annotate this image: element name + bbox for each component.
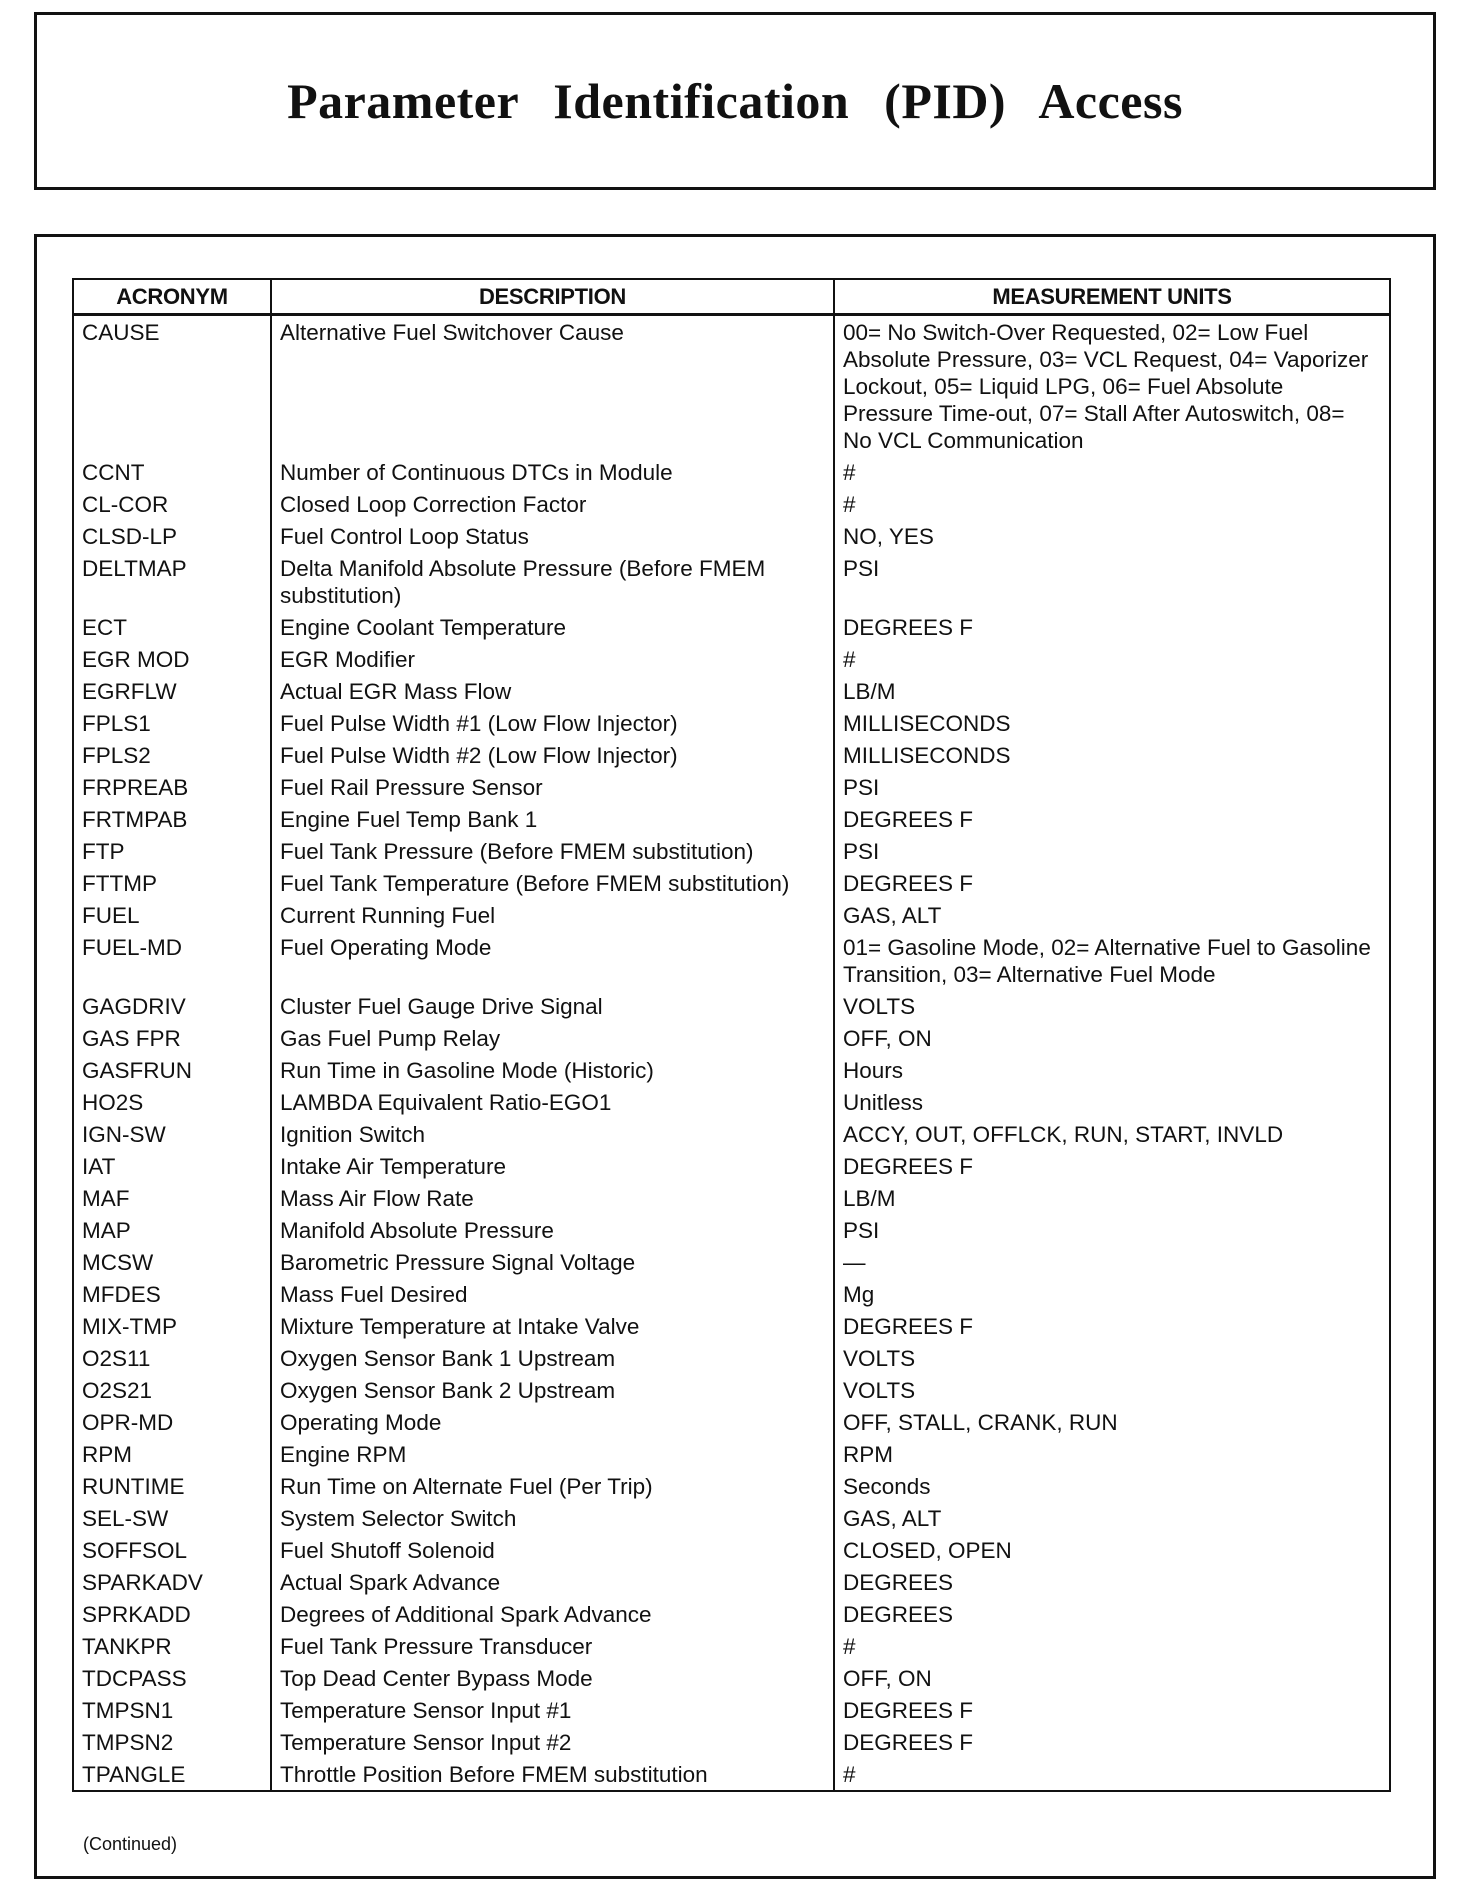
cell-description: Fuel Shutoff Solenoid	[271, 1534, 834, 1566]
cell-acronym: CCNT	[73, 456, 271, 488]
cell-units: Seconds	[834, 1470, 1390, 1502]
cell-description: Throttle Position Before FMEM substitution	[271, 1758, 834, 1791]
cell-acronym: OPR-MD	[73, 1406, 271, 1438]
cell-description: Degrees of Additional Spark Advance	[271, 1598, 834, 1630]
cell-acronym: FPLS2	[73, 739, 271, 771]
cell-acronym: RUNTIME	[73, 1470, 271, 1502]
cell-description: Closed Loop Correction Factor	[271, 488, 834, 520]
cell-units: CLOSED, OPEN	[834, 1534, 1390, 1566]
cell-acronym: TPANGLE	[73, 1758, 271, 1791]
cell-description: Run Time in Gasoline Mode (Historic)	[271, 1054, 834, 1086]
table-row	[73, 675, 1390, 707]
cell-units: DEGREES F	[834, 1310, 1390, 1342]
cell-units: DEGREES F	[834, 867, 1390, 899]
table-row	[73, 488, 1390, 520]
table-row	[73, 643, 1390, 675]
cell-description: Number of Continuous DTCs in Module	[271, 456, 834, 488]
cell-acronym: MCSW	[73, 1246, 271, 1278]
cell-units: PSI	[834, 835, 1390, 867]
cell-units: VOLTS	[834, 1374, 1390, 1406]
cell-units: ACCY, OUT, OFFLCK, RUN, START, INVLD	[834, 1118, 1390, 1150]
pid-table	[72, 278, 1391, 1792]
cell-acronym: CAUSE	[73, 315, 271, 457]
header-acronym: ACRONYM	[73, 279, 271, 315]
cell-description: Engine Coolant Temperature	[271, 611, 834, 643]
cell-description: Oxygen Sensor Bank 2 Upstream	[271, 1374, 834, 1406]
cell-acronym: SPARKADV	[73, 1566, 271, 1598]
cell-units: MILLISECONDS	[834, 707, 1390, 739]
cell-description: Fuel Pulse Width #2 (Low Flow Injector)	[271, 739, 834, 771]
cell-units: OFF, ON	[834, 1022, 1390, 1054]
cell-acronym: O2S21	[73, 1374, 271, 1406]
table-row	[73, 1342, 1390, 1374]
cell-units: MILLISECONDS	[834, 739, 1390, 771]
cell-units: DEGREES F	[834, 1150, 1390, 1182]
cell-acronym: TMPSN2	[73, 1726, 271, 1758]
table-body	[73, 315, 1390, 1792]
cell-units: #	[834, 1758, 1390, 1791]
table-row	[73, 835, 1390, 867]
table-row	[73, 1278, 1390, 1310]
cell-acronym: MAP	[73, 1214, 271, 1246]
cell-acronym: CL-COR	[73, 488, 271, 520]
table-row	[73, 707, 1390, 739]
cell-acronym: CLSD-LP	[73, 520, 271, 552]
cell-acronym: SEL-SW	[73, 1502, 271, 1534]
cell-units: OFF, STALL, CRANK, RUN	[834, 1406, 1390, 1438]
table-row	[73, 1150, 1390, 1182]
cell-description: Intake Air Temperature	[271, 1150, 834, 1182]
table-row	[73, 552, 1390, 611]
table-row	[73, 520, 1390, 552]
cell-units: DEGREES F	[834, 1726, 1390, 1758]
cell-acronym: EGRFLW	[73, 675, 271, 707]
cell-units: DEGREES F	[834, 1694, 1390, 1726]
table-row	[73, 899, 1390, 931]
cell-description: Delta Manifold Absolute Pressure (Before FMEM substitution)	[271, 552, 834, 611]
cell-acronym: O2S11	[73, 1342, 271, 1374]
cell-description: Fuel Operating Mode	[271, 931, 834, 990]
cell-acronym: MFDES	[73, 1278, 271, 1310]
cell-acronym: SOFFSOL	[73, 1534, 271, 1566]
cell-description: Engine Fuel Temp Bank 1	[271, 803, 834, 835]
cell-description: System Selector Switch	[271, 1502, 834, 1534]
continued-note: (Continued)	[83, 1834, 178, 1854]
cell-units: NO, YES	[834, 520, 1390, 552]
cell-units: DEGREES	[834, 1566, 1390, 1598]
cell-acronym: TANKPR	[73, 1630, 271, 1662]
table-row	[73, 1054, 1390, 1086]
cell-units: DEGREES	[834, 1598, 1390, 1630]
cell-description: Actual Spark Advance	[271, 1566, 834, 1598]
table-row	[73, 803, 1390, 835]
table-row	[73, 1662, 1390, 1694]
table-row	[73, 1566, 1390, 1598]
cell-units: PSI	[834, 552, 1390, 611]
cell-units: Hours	[834, 1054, 1390, 1086]
cell-units: PSI	[834, 771, 1390, 803]
cell-description: Fuel Tank Pressure Transducer	[271, 1630, 834, 1662]
cell-acronym: RPM	[73, 1438, 271, 1470]
table-row	[73, 1726, 1390, 1758]
page-title: Parameter Identification (PID) Access	[287, 73, 1183, 129]
title-box	[34, 12, 1436, 190]
cell-units: VOLTS	[834, 1342, 1390, 1374]
table-row	[73, 771, 1390, 803]
cell-description: Barometric Pressure Signal Voltage	[271, 1246, 834, 1278]
cell-units: 01= Gasoline Mode, 02= Alternative Fuel to Gasoline Transition, 03= Alternative Fuel Mode	[834, 931, 1390, 990]
cell-units: GAS, ALT	[834, 899, 1390, 931]
cell-acronym: IAT	[73, 1150, 271, 1182]
cell-description: Mass Air Flow Rate	[271, 1182, 834, 1214]
cell-description: Alternative Fuel Switchover Cause	[271, 315, 834, 457]
table-row	[73, 739, 1390, 771]
table-row	[73, 1310, 1390, 1342]
cell-acronym: TMPSN1	[73, 1694, 271, 1726]
cell-units: #	[834, 643, 1390, 675]
cell-description: Oxygen Sensor Bank 1 Upstream	[271, 1342, 834, 1374]
cell-units: OFF, ON	[834, 1662, 1390, 1694]
cell-description: Temperature Sensor Input #1	[271, 1694, 834, 1726]
cell-description: Fuel Control Loop Status	[271, 520, 834, 552]
cell-description: Run Time on Alternate Fuel (Per Trip)	[271, 1470, 834, 1502]
cell-units: #	[834, 456, 1390, 488]
cell-acronym: FUEL	[73, 899, 271, 931]
cell-units: VOLTS	[834, 990, 1390, 1022]
cell-acronym: GAS FPR	[73, 1022, 271, 1054]
cell-units: DEGREES F	[834, 611, 1390, 643]
cell-description: Fuel Rail Pressure Sensor	[271, 771, 834, 803]
cell-acronym: SPRKADD	[73, 1598, 271, 1630]
table-row	[73, 315, 1390, 457]
table-row	[73, 1438, 1390, 1470]
cell-description: Engine RPM	[271, 1438, 834, 1470]
table-row	[73, 990, 1390, 1022]
cell-description: Temperature Sensor Input #2	[271, 1726, 834, 1758]
table-row	[73, 1502, 1390, 1534]
cell-description: Ignition Switch	[271, 1118, 834, 1150]
cell-units: #	[834, 1630, 1390, 1662]
cell-acronym: MIX-TMP	[73, 1310, 271, 1342]
cell-acronym: DELTMAP	[73, 552, 271, 611]
cell-acronym: ECT	[73, 611, 271, 643]
cell-units: 00= No Switch-Over Requested, 02= Low Fuel Absolute Pressure, 03= VCL Request, 04= Vaporizer Lockout, 05= Liquid LPG, 06= Fuel Absolute Pressure Time-out, 07= Stall After Autoswitch, 08= No VCL Communication	[834, 315, 1390, 457]
cell-acronym: FUEL-MD	[73, 931, 271, 990]
table-row	[73, 611, 1390, 643]
cell-description: Cluster Fuel Gauge Drive Signal	[271, 990, 834, 1022]
cell-acronym: FRTMPAB	[73, 803, 271, 835]
table-row	[73, 1758, 1390, 1791]
content-box	[34, 234, 1436, 1879]
cell-description: Top Dead Center Bypass Mode	[271, 1662, 834, 1694]
table-row	[73, 1118, 1390, 1150]
cell-units: PSI	[834, 1214, 1390, 1246]
cell-acronym: EGR MOD	[73, 643, 271, 675]
table-row	[73, 456, 1390, 488]
table-row	[73, 1182, 1390, 1214]
cell-acronym: FPLS1	[73, 707, 271, 739]
cell-acronym: FTTMP	[73, 867, 271, 899]
table-row	[73, 1374, 1390, 1406]
cell-description: LAMBDA Equivalent Ratio-EGO1	[271, 1086, 834, 1118]
table-row	[73, 1470, 1390, 1502]
cell-description: Mass Fuel Desired	[271, 1278, 834, 1310]
cell-acronym: GAGDRIV	[73, 990, 271, 1022]
header-measurement-units: MEASUREMENT UNITS	[834, 279, 1390, 315]
cell-description: Operating Mode	[271, 1406, 834, 1438]
cell-description: Fuel Pulse Width #1 (Low Flow Injector)	[271, 707, 834, 739]
cell-description: Current Running Fuel	[271, 899, 834, 931]
table-row	[73, 1630, 1390, 1662]
cell-acronym: IGN-SW	[73, 1118, 271, 1150]
cell-units: Unitless	[834, 1086, 1390, 1118]
table-row	[73, 1246, 1390, 1278]
table-row	[73, 1022, 1390, 1054]
cell-acronym: MAF	[73, 1182, 271, 1214]
cell-description: Fuel Tank Temperature (Before FMEM substitution)	[271, 867, 834, 899]
cell-description: Mixture Temperature at Intake Valve	[271, 1310, 834, 1342]
table-row	[73, 1534, 1390, 1566]
cell-acronym: FTP	[73, 835, 271, 867]
cell-units: LB/M	[834, 1182, 1390, 1214]
table-row	[73, 1214, 1390, 1246]
cell-units: #	[834, 488, 1390, 520]
cell-description: Manifold Absolute Pressure	[271, 1214, 834, 1246]
table-row	[73, 1598, 1390, 1630]
table-row	[73, 1694, 1390, 1726]
cell-description: Actual EGR Mass Flow	[271, 675, 834, 707]
table-header	[73, 279, 1390, 315]
cell-acronym: HO2S	[73, 1086, 271, 1118]
header-row	[73, 279, 1390, 315]
cell-units: DEGREES F	[834, 803, 1390, 835]
table-row	[73, 931, 1390, 990]
cell-units: LB/M	[834, 675, 1390, 707]
table-row	[73, 1086, 1390, 1118]
cell-units: —	[834, 1246, 1390, 1278]
cell-acronym: TDCPASS	[73, 1662, 271, 1694]
cell-acronym: FRPREAB	[73, 771, 271, 803]
table-row	[73, 1406, 1390, 1438]
header-description: DESCRIPTION	[271, 279, 834, 315]
cell-units: GAS, ALT	[834, 1502, 1390, 1534]
cell-description: Fuel Tank Pressure (Before FMEM substitution)	[271, 835, 834, 867]
cell-description: EGR Modifier	[271, 643, 834, 675]
table-row	[73, 867, 1390, 899]
cell-units: RPM	[834, 1438, 1390, 1470]
cell-acronym: GASFRUN	[73, 1054, 271, 1086]
cell-description: Gas Fuel Pump Relay	[271, 1022, 834, 1054]
cell-units: Mg	[834, 1278, 1390, 1310]
